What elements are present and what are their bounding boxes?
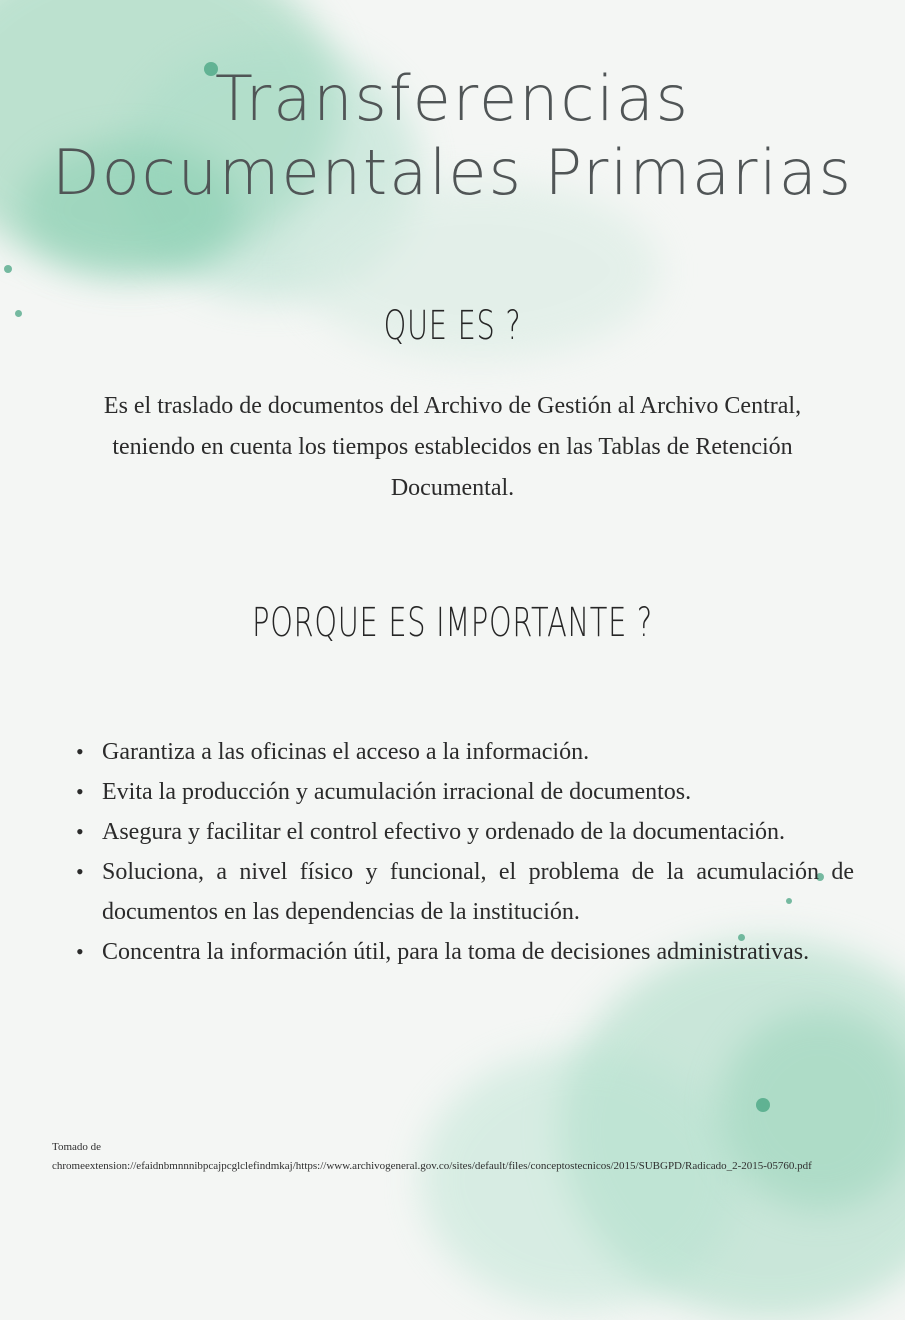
bullet-icon: • <box>76 779 84 804</box>
list-item <box>70 932 854 972</box>
list-item <box>70 772 854 812</box>
list-item-text: Garantiza a las oficinas el acceso a la información. <box>102 739 590 765</box>
page-title-line2: Documentales Primarias <box>52 136 853 209</box>
list-item-text: Asegura y facilitar el control efectivo y ordenado de la documentación. <box>102 819 786 845</box>
bullet-icon: • <box>76 939 84 964</box>
list-item-text: Concentra la información útil, para la toma de decisiones administrativas. <box>102 939 810 965</box>
bullet-icon: • <box>76 819 84 844</box>
paint-dot <box>4 265 12 273</box>
source-url: chromeextension://efaidnbmnnnibpcajpcglclefindmkaj/https://www.archivogeneral.gov.co/sites/default/files/conceptostecnicos/2015/SUBGPD/Radicado_2-2015-05760.pdf <box>52 1160 812 1172</box>
bullet-icon: • <box>76 739 84 764</box>
bullet-icon: • <box>76 859 84 884</box>
section-heading-que-es: QUE ES ? <box>383 303 522 349</box>
section-heading-importance: PORQUE ES IMPORTANTE ? <box>252 600 653 646</box>
watercolor-wash <box>420 1050 740 1310</box>
source-label: Tomado de <box>52 1141 102 1153</box>
source-citation <box>52 1138 862 1176</box>
importance-list <box>70 732 854 972</box>
list-item <box>70 812 854 852</box>
list-item <box>70 852 854 932</box>
list-item-text: Soluciona, a nivel físico y funcional, el problema de la acumulación de documentos en las dependencias de la institución. <box>102 859 854 925</box>
definition-paragraph: Es el traslado de documentos del Archivo de Gestión al Archivo Central, teniendo en cuenta los tiempos establecidos en las Tablas de Retención Documental. <box>103 393 802 501</box>
list-item <box>70 732 854 772</box>
paint-dot <box>15 310 22 317</box>
paint-dot <box>756 1098 770 1112</box>
page-title-line1: Transferencias <box>215 62 690 135</box>
list-item-text: Evita la producción y acumulación irracional de documentos. <box>102 779 692 805</box>
watercolor-wash <box>720 1010 905 1210</box>
